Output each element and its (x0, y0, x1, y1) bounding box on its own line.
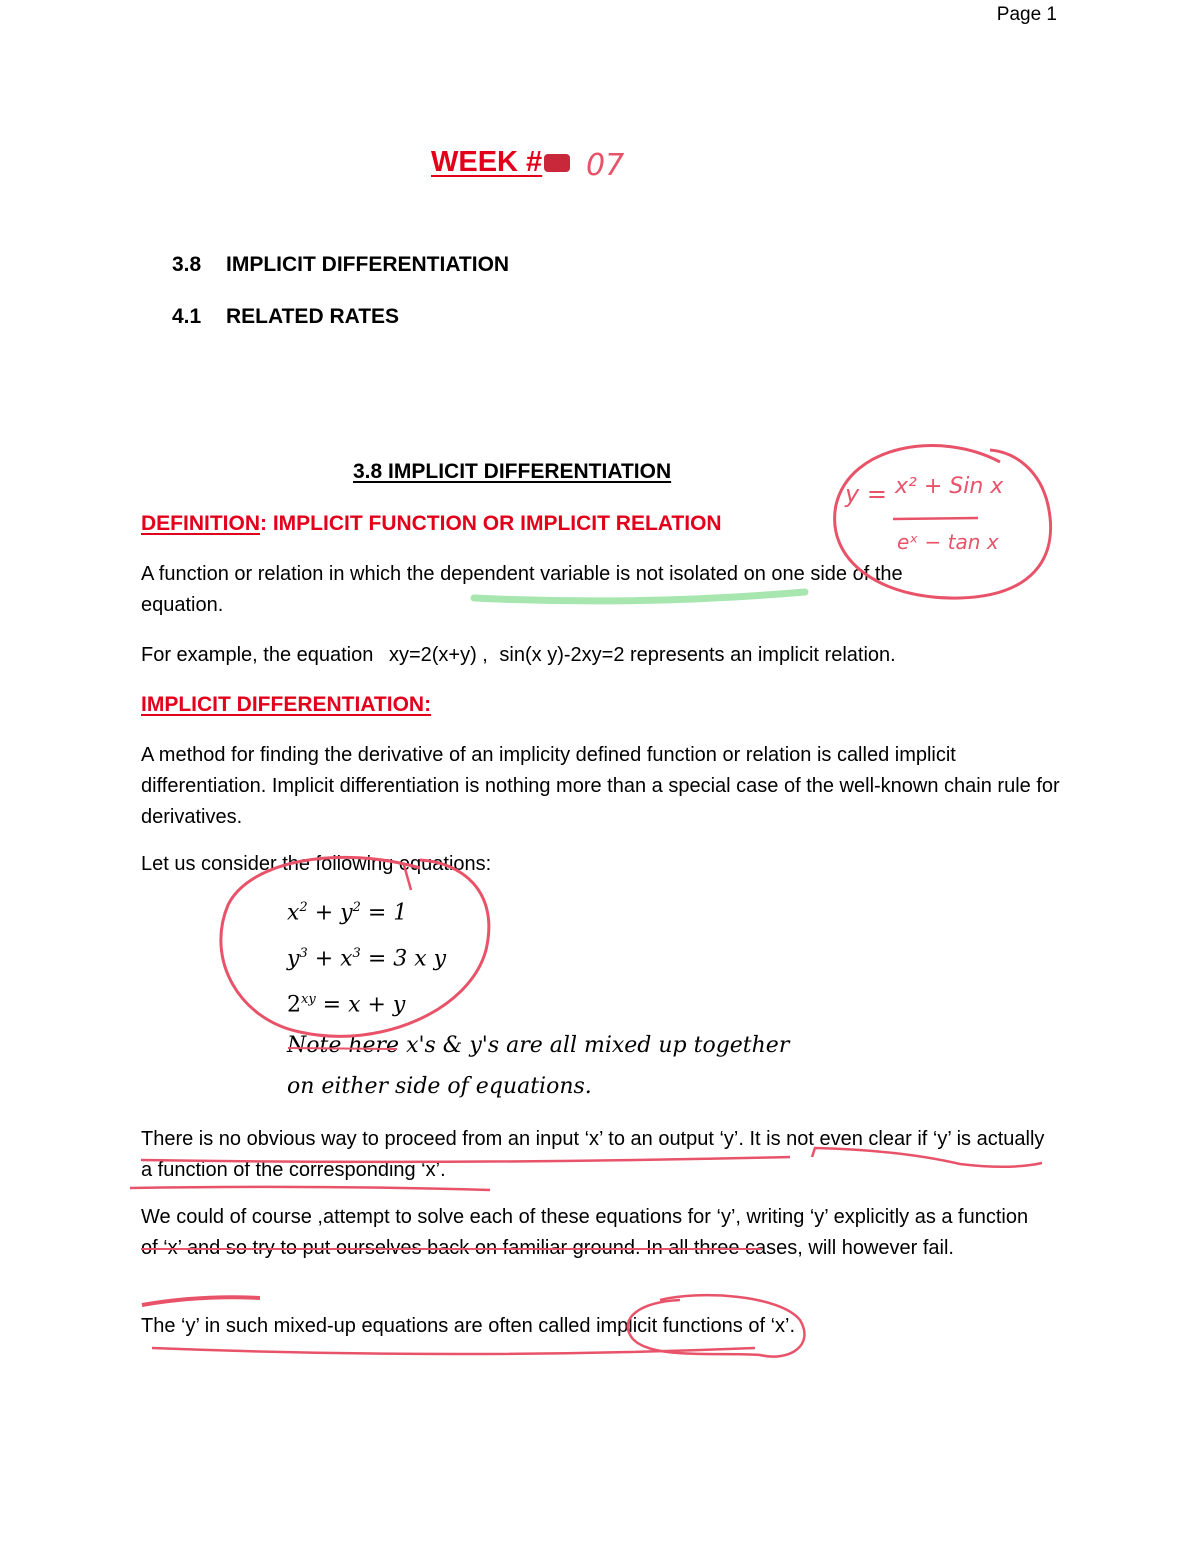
implicit-diff-paragraph: A method for finding the derivative of an implicity defined function or relation is called implicit differentiation. Implicit differentiation is nothing more than a special case of the well-known chain rule for derivatives. (141, 744, 1060, 828)
week-handwritten-number: 07 (586, 148, 625, 183)
paragraph-implicit-functions: The ‘y’ in such mixed-up equations are often called implicit functions of ‘x’. (141, 1315, 796, 1337)
equation-circle: $x^2 + y^2 = 1$ (287, 900, 408, 926)
handwritten-numerator: x² + Sin x (895, 474, 1004, 499)
equations-lead-in: Let us consider the following equations: (141, 853, 492, 875)
example-equation-2: sin(x y)-2xy=2 (499, 644, 625, 666)
underline-however (142, 1297, 260, 1305)
section-title: 3.8 IMPLICIT DIFFERENTIATION (353, 460, 672, 483)
example-line (141, 640, 1061, 671)
week-heading (431, 146, 570, 179)
redaction-mark (544, 154, 570, 172)
example-prefix: For example, the equation (141, 644, 374, 666)
page-number: Page 1 (996, 4, 1057, 25)
toc-item (172, 305, 399, 329)
note-line-2: on either side of equations. (287, 1074, 592, 1099)
note-line-1: Note here x's & y's are all mixed up together (287, 1033, 790, 1058)
equation-cubic: $y^3 + x^3 = 3$ x y (287, 946, 447, 972)
implicit-diff-heading: IMPLICIT DIFFERENTIATION: (141, 693, 432, 716)
underline-p3 (152, 1348, 755, 1354)
toc-item (172, 253, 509, 277)
toc-title: RELATED RATES (226, 305, 400, 328)
handwritten-denominator: eˣ − tan x (897, 530, 999, 554)
definition-heading (141, 512, 722, 536)
week-label: WEEK # (431, 146, 543, 178)
example-equation-1: xy=2(x+y) , (388, 644, 488, 666)
toc-title: IMPLICIT DIFFERENTIATION (226, 253, 510, 276)
definition-label: DEFINITION (141, 512, 260, 535)
paragraph-could-attempt: We could of course ,attempt to solve each of these equations for ‘y’, writing ‘y’ explicitly as a function of ‘x’ and so try to put ourselves back on familiar ground. In all three cases, will however fail. (141, 1206, 1029, 1259)
definition-text: A function or relation in which the dependent variable is not isolated on one side of the equation. (141, 563, 903, 616)
definition-title: : IMPLICIT FUNCTION OR IMPLICIT RELATION (260, 512, 722, 535)
handwritten-lhs: y = (845, 480, 887, 508)
example-suffix: represents an implicit relation. (630, 644, 896, 666)
toc-number: 4.1 (172, 305, 202, 328)
paragraph-no-obvious-way: There is no obvious way to proceed from an input ‘x’ to an output ‘y’. It is not even clear if ‘y’ is actually a function of the corresponding ‘x’. (141, 1128, 1045, 1181)
equation-exponential: $2^{xy} = x + y$ (287, 992, 406, 1018)
underline-p1-second (130, 1187, 490, 1190)
toc-number: 3.8 (172, 253, 202, 276)
handwritten-fraction-bar (893, 518, 978, 519)
